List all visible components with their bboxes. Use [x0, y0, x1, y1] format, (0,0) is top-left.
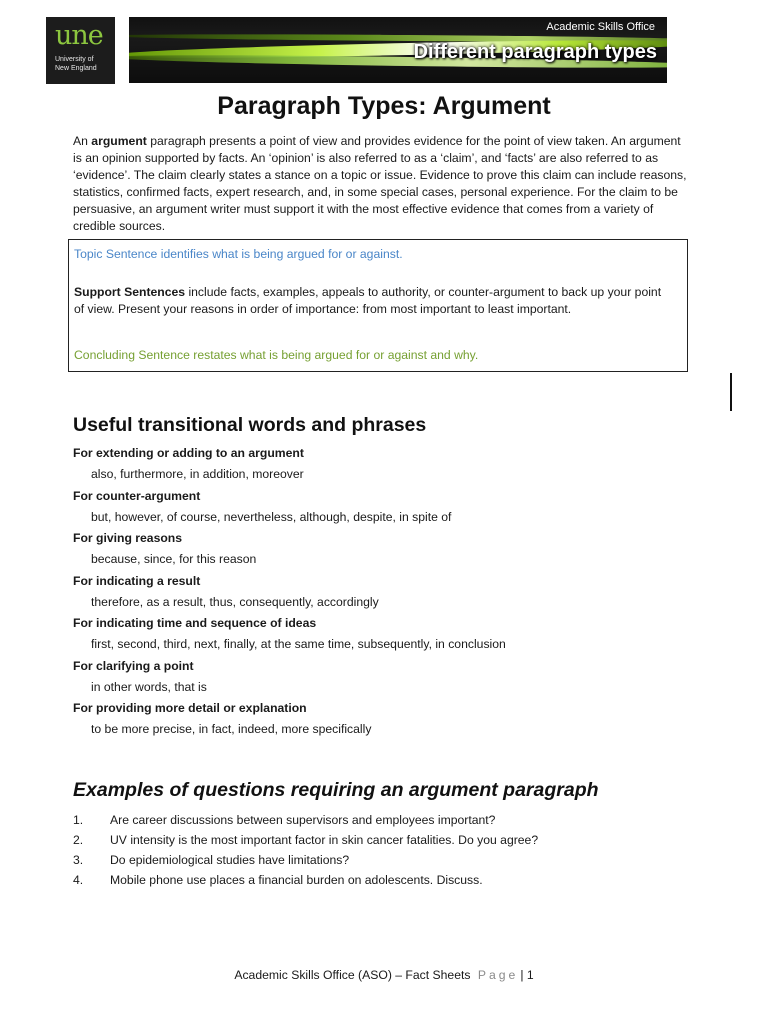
- transitions-heading: Useful transitional words and phrases: [73, 414, 427, 436]
- header-banner: [129, 17, 667, 83]
- transition-group-items: first, second, third, next, finally, at the same time, subsequently, in conclusion: [91, 637, 506, 651]
- question-text: Mobile phone use places a financial burden on adolescents. Discuss.: [110, 873, 483, 887]
- question-text: Do epidemiological studies have limitations?: [110, 853, 350, 867]
- examples-heading: Examples of questions requiring an argument paragraph: [73, 779, 599, 801]
- list-number: 1.: [73, 813, 84, 827]
- list-number: 4.: [73, 873, 84, 887]
- transition-group-items: also, furthermore, in addition, moreover: [91, 467, 304, 481]
- topic-sentence-line: [74, 246, 403, 263]
- paragraph-structure-box: [68, 239, 688, 372]
- concluding-sentence-text: restates what is being argued for or against and why.: [189, 348, 479, 362]
- question-text: UV intensity is the most important factor in skin cancer fatalities. Do you agree?: [110, 833, 539, 847]
- transition-group-heading: For clarifying a point: [73, 658, 194, 673]
- topic-sentence-label: Topic Sentence: [74, 247, 158, 261]
- une-logo: [46, 17, 115, 84]
- intro-lead: An: [73, 134, 92, 148]
- transition-group-items: to be more precise, in fact, indeed, more specifically: [91, 722, 372, 736]
- footer-text: Academic Skills Office (ASO) – Fact Sheets: [234, 968, 471, 982]
- text-cursor: [730, 373, 732, 411]
- topic-sentence-text: identifies what is being argued for or against.: [157, 247, 403, 261]
- footer-page-number: | 1: [520, 968, 534, 982]
- transition-group-heading: For providing more detail or explanation: [73, 701, 307, 715]
- page-footer: [0, 968, 768, 982]
- concluding-sentence-label: Concluding Sentence: [74, 348, 190, 362]
- support-sentences-line: [74, 284, 674, 317]
- concluding-sentence-line: [74, 347, 478, 364]
- list-number: 3.: [73, 853, 84, 867]
- logo-mark: une: [55, 20, 103, 51]
- support-sentences-text: include facts, examples, appeals to authority, or counter-argument to back up your point of view. Present your reasons in order of importance: from most important to least important.: [74, 285, 662, 316]
- intro-text: paragraph presents a point of view and provides evidence for the point of view taken. An argument is an opinion supported by facts. An ‘opinion’ is also referred to as a ‘claim’, and ‘facts’ are also referred to as ‘evidence’. The claim clearly states a stance on a topic or issue. Evidence to prove this claim can include reasons, statistics, confirmed facts, expert research, and, in some special cases, personal experience. For the claim to be persuasive, an argument writer must support it with the most effective evidence that comes from a variety of credible sources.: [73, 134, 687, 233]
- banner-title: Different paragraph types: [413, 41, 657, 63]
- transition-group-items: but, however, of course, nevertheless, although, despite, in spite of: [91, 509, 452, 524]
- transition-group-items: in other words, that is: [91, 679, 207, 694]
- banner-office-label: Academic Skills Office: [546, 21, 655, 33]
- transition-group-items: because, since, for this reason: [91, 552, 257, 566]
- footer-page-label: Page: [477, 968, 519, 982]
- transition-group-heading: For extending or adding to an argument: [73, 446, 304, 460]
- page-title: Paragraph Types: Argument: [217, 92, 551, 120]
- transition-group-heading: For indicating time and sequence of ideas: [73, 616, 317, 630]
- transition-group-heading: For giving reasons: [73, 531, 183, 545]
- transition-group-heading: For counter-argument: [73, 488, 201, 503]
- transition-group-heading: For indicating a result: [73, 573, 201, 588]
- intro-term: argument: [91, 134, 147, 148]
- intro-paragraph: [73, 133, 688, 234]
- support-sentences-label: Support Sentences: [74, 285, 186, 299]
- list-number: 2.: [73, 833, 84, 847]
- logo-university-name: University of New England: [55, 56, 97, 72]
- transitions-list: [73, 445, 693, 743]
- question-text: Are career discussions between supervisors and employees important?: [110, 813, 496, 827]
- transition-group-items: therefore, as a result, thus, consequently, accordingly: [91, 594, 379, 609]
